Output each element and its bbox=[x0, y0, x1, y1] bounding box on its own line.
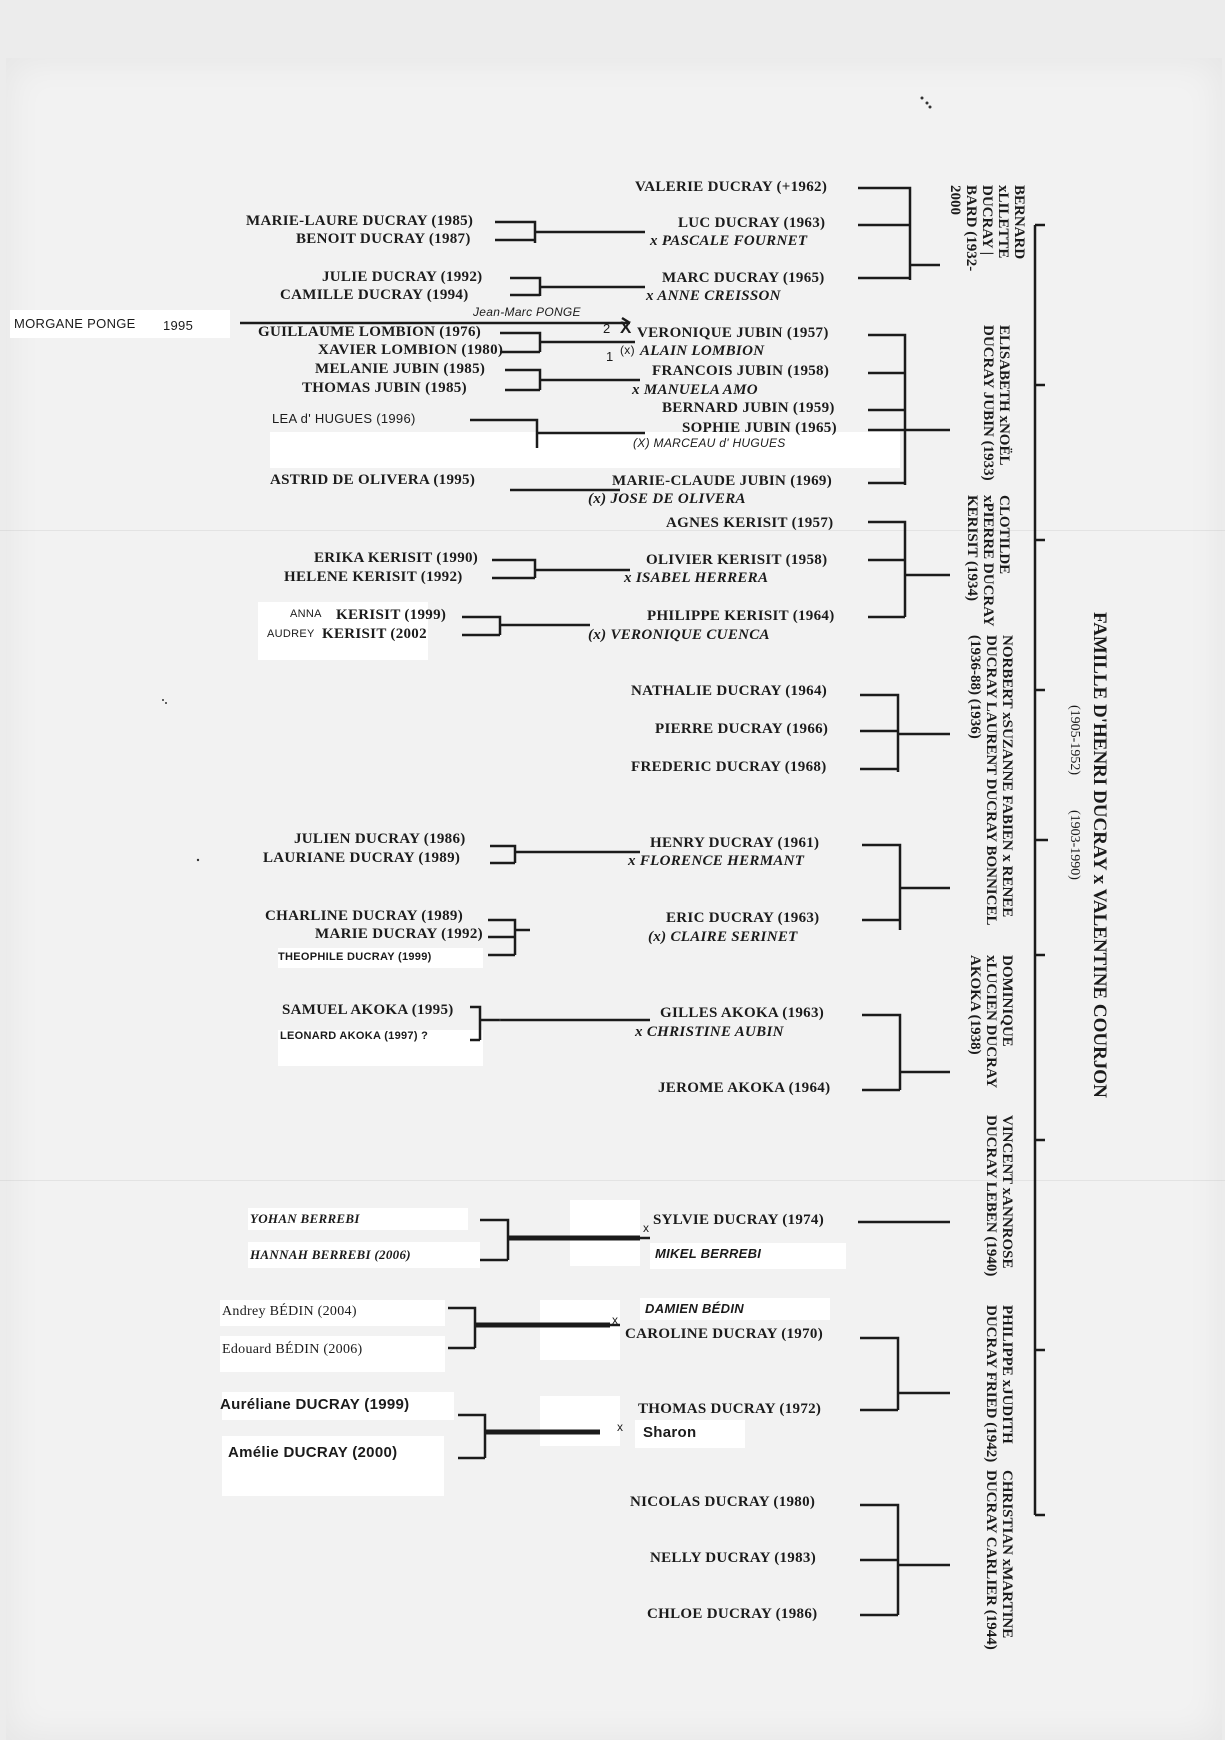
branch-clotilde: CLOTILDE xPIERRE DUCRAY KERISIT (1934) bbox=[964, 495, 1012, 626]
grandchild-audrey-name: KERISIT (2002 bbox=[322, 626, 427, 642]
branch-norbert: NORBERT xSUZANNE FABIEN x RENEE DUCRAY LAURENT DUCRAY BONNICEL (1936-88) (1936) bbox=[967, 635, 1015, 925]
family-dates: (1905-1952) (1903-1990) bbox=[1067, 705, 1082, 880]
grandchild-morgane-year: 1995 bbox=[163, 318, 194, 333]
spouse-jean-marc: Jean-Marc PONGE bbox=[473, 305, 581, 319]
child-jerome: JEROME AKOKA (1964) bbox=[658, 1080, 831, 1096]
grandchild-anna: ANNA bbox=[290, 608, 322, 620]
grandchild-morgane: MORGANE PONGE bbox=[14, 316, 136, 331]
grandchild-helene: HELENE KERISIT (1992) bbox=[284, 569, 463, 585]
child-eric: ERIC DUCRAY (1963) bbox=[666, 910, 820, 926]
grandchild-thomas-jubin: THOMAS JUBIN (1985) bbox=[302, 380, 467, 396]
spouse-henry: x FLORENCE HERMANT bbox=[628, 853, 805, 869]
child-pierre: PIERRE DUCRAY (1966) bbox=[655, 721, 829, 737]
spouse-eric: (x) CLAIRE SERINET bbox=[648, 929, 798, 945]
grandchild-charline: CHARLINE DUCRAY (1989) bbox=[265, 908, 463, 924]
child-caroline: CAROLINE DUCRAY (1970) bbox=[625, 1326, 823, 1342]
grandchild-edouard: Edouard BÉDIN (2006) bbox=[222, 1342, 363, 1357]
child-sophie: SOPHIE JUBIN (1965) bbox=[682, 420, 837, 436]
child-frederic: FREDERIC DUCRAY (1968) bbox=[631, 759, 827, 775]
child-valerie: VALERIE DUCRAY (+1962) bbox=[635, 179, 828, 195]
child-philippe-kerisit: PHILIPPE KERISIT (1964) bbox=[647, 608, 835, 624]
spouse-olivier: x ISABEL HERRERA bbox=[624, 570, 769, 586]
grandchild-erika: ERIKA KERISIT (1990) bbox=[314, 550, 479, 566]
child-olivier: OLIVIER KERISIT (1958) bbox=[646, 552, 828, 568]
grandchild-audrey: AUDREY bbox=[267, 628, 315, 640]
grandchild-xavier: XAVIER LOMBION (1980) bbox=[318, 342, 504, 358]
branch-philippe: PHILIPPE xJUDITH DUCRAY FRIED (1942) bbox=[983, 1305, 1015, 1463]
spouse-gilles: x CHRISTINE AUBIN bbox=[635, 1024, 784, 1040]
branch-bernard: BERNARD xLILETTE DUCRAY | BARD (1932-2000 bbox=[947, 185, 1027, 272]
grandchild-amelie: Amélie DUCRAY (2000) bbox=[228, 1444, 398, 1461]
branch-christian: CHRISTIAN xMARTINE DUCRAY CARLIER (1944) bbox=[983, 1470, 1015, 1650]
child-agnes: AGNES KERISIT (1957) bbox=[666, 515, 834, 531]
spouse-thomas: Sharon bbox=[643, 1424, 697, 1441]
child-luc: LUC DUCRAY (1963) bbox=[678, 215, 826, 231]
grandchild-anna-name: KERISIT (1999) bbox=[336, 607, 447, 623]
child-veronique: VERONIQUE JUBIN (1957) bbox=[637, 325, 829, 341]
mark-1: 1 bbox=[606, 349, 614, 364]
grandchild-marie: MARIE DUCRAY (1992) bbox=[315, 926, 483, 942]
spouse-marie-claude: (x) JOSE DE OLIVERA bbox=[588, 491, 746, 507]
child-thomas: THOMAS DUCRAY (1972) bbox=[638, 1401, 822, 1417]
spouse-caroline: DAMIEN BÉDIN bbox=[645, 1301, 744, 1316]
mark-2: 2 bbox=[603, 321, 611, 336]
spouse-sylvie: MIKEL BERREBI bbox=[655, 1246, 762, 1261]
grandchild-astrid: ASTRID DE OLIVERA (1995) bbox=[270, 472, 476, 488]
grandchild-lea: LEA d' HUGUES (1996) bbox=[272, 411, 416, 426]
child-nicolas: NICOLAS DUCRAY (1980) bbox=[630, 1494, 816, 1510]
marriage-x: X bbox=[620, 318, 632, 337]
grandchild-guillaume: GUILLAUME LOMBION (1976) bbox=[258, 324, 482, 340]
child-marie-claude: MARIE-CLAUDE JUBIN (1969) bbox=[612, 473, 832, 489]
spouse-veronique: ALAIN LOMBION bbox=[640, 343, 765, 359]
marriage-x: x bbox=[612, 1313, 619, 1327]
child-chloe: CHLOE DUCRAY (1986) bbox=[647, 1606, 818, 1622]
grandchild-andrey: Andrey BÉDIN (2004) bbox=[222, 1304, 357, 1319]
grandchild-theophile: THEOPHILE DUCRAY (1999) bbox=[278, 951, 432, 963]
child-nelly: NELLY DUCRAY (1983) bbox=[650, 1550, 816, 1566]
child-marc: MARC DUCRAY (1965) bbox=[662, 270, 825, 286]
grandchild-hannah: HANNAH BERREBI (2006) bbox=[250, 1247, 411, 1262]
child-nathalie: NATHALIE DUCRAY (1964) bbox=[631, 683, 828, 699]
grandchild-yohan: YOHAN BERREBI bbox=[250, 1211, 360, 1226]
spouse-philippe-kerisit: (x) VERONIQUE CUENCA bbox=[588, 627, 770, 643]
spouse-luc: x PASCALE FOURNET bbox=[650, 233, 808, 249]
child-henry: HENRY DUCRAY (1961) bbox=[650, 835, 820, 851]
grandchild-lauriane: LAURIANE DUCRAY (1989) bbox=[263, 850, 461, 866]
grandchild-julien: JULIEN DUCRAY (1986) bbox=[294, 831, 466, 847]
grandchild-marie-laure: MARIE-LAURE DUCRAY (1985) bbox=[246, 213, 474, 229]
grandchild-samuel: SAMUEL AKOKA (1995) bbox=[282, 1002, 454, 1018]
child-gilles: GILLES AKOKA (1963) bbox=[660, 1005, 825, 1021]
grandchild-aureliane: Auréliane DUCRAY (1999) bbox=[220, 1396, 410, 1413]
child-sylvie: SYLVIE DUCRAY (1974) bbox=[653, 1212, 825, 1228]
spouse-marc: x ANNE CREISSON bbox=[646, 288, 781, 304]
branch-elisabeth: ELISABETH xNOËL DUCRAY JUBIN (1933) bbox=[980, 325, 1012, 481]
marriage-x: x bbox=[617, 1420, 624, 1434]
child-bernard-jubin: BERNARD JUBIN (1959) bbox=[662, 400, 835, 416]
spouse-sophie: (X) MARCEAU d' HUGUES bbox=[633, 436, 786, 450]
grandchild-leonard: LEONARD AKOKA (1997) ? bbox=[280, 1030, 429, 1042]
mark-x: (x) bbox=[620, 343, 635, 357]
branch-vincent: VINCENT xANNROSE DUCRAY LEBEN (1940) bbox=[983, 1115, 1015, 1277]
child-francois: FRANCOIS JUBIN (1958) bbox=[652, 363, 830, 379]
grandchild-camille: CAMILLE DUCRAY (1994) bbox=[280, 287, 469, 303]
branch-dominique: DOMINIQUE xLUCIEN DUCRAY AKOKA (1938) bbox=[967, 955, 1015, 1088]
grandchild-benoit: BENOIT DUCRAY (1987) bbox=[296, 231, 471, 247]
marriage-x: x bbox=[643, 1221, 650, 1235]
grandchild-julie: JULIE DUCRAY (1992) bbox=[322, 269, 483, 285]
spouse-francois: x MANUELA AMO bbox=[632, 382, 758, 398]
grandchild-melanie: MELANIE JUBIN (1985) bbox=[315, 361, 486, 377]
family-title: FAMILLE D'HENRI DUCRAY x VALENTINE COURJON bbox=[1089, 612, 1110, 1098]
